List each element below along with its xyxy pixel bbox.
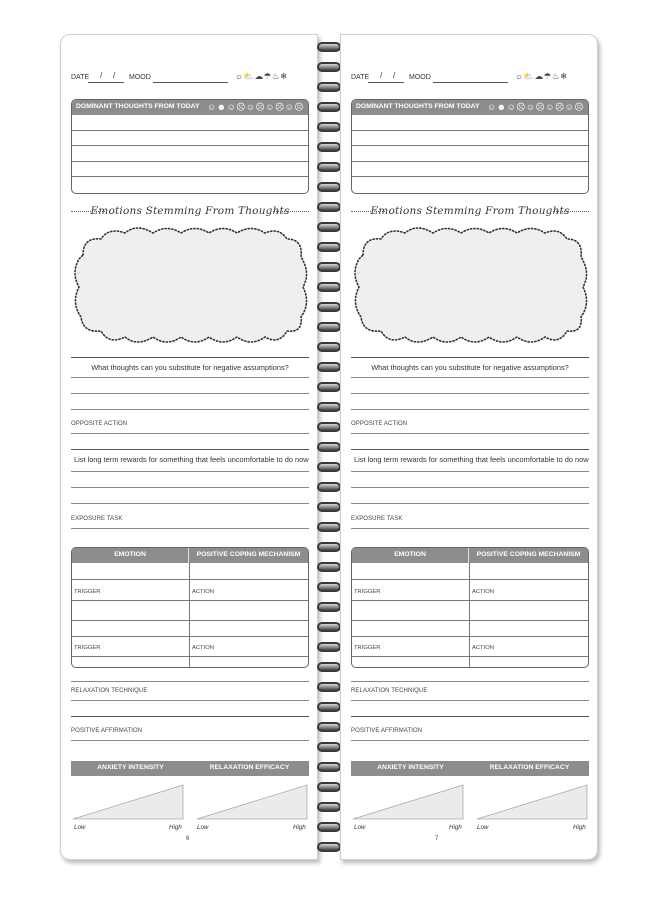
action-label: ACTION xyxy=(192,645,214,651)
spiral-coil xyxy=(317,262,341,272)
rule-line xyxy=(71,716,309,717)
table-row[interactable] xyxy=(352,636,588,637)
writing-line[interactable] xyxy=(351,740,589,741)
trigger-label: TRIGGER xyxy=(354,645,381,651)
table-header xyxy=(352,548,588,563)
scale-header xyxy=(351,761,589,776)
coping-column-header: POSITIVE COPING MECHANISM xyxy=(196,551,301,558)
low-label: Low xyxy=(477,824,489,831)
date-mood-header xyxy=(351,70,589,84)
spiral-coil xyxy=(317,702,341,712)
emotions-title: Emotions Stemming From Thoughts xyxy=(90,205,290,217)
writing-line[interactable] xyxy=(352,177,588,193)
spiral-coil xyxy=(317,602,341,612)
emotion-column-header: EMOTION xyxy=(352,548,469,563)
writing-line[interactable] xyxy=(72,177,308,193)
page-right xyxy=(340,34,598,860)
table-row[interactable] xyxy=(352,579,588,580)
spiral-coil xyxy=(317,82,341,92)
mood-faces-icon[interactable]: ☺☻☺☹☺☹☺☹☺☹ xyxy=(487,102,584,112)
low-label: Low xyxy=(354,824,366,831)
writing-line[interactable] xyxy=(71,487,309,488)
spiral-coil xyxy=(317,622,341,632)
table-row[interactable] xyxy=(72,656,308,657)
table-row[interactable] xyxy=(352,620,588,621)
page-number: 7 xyxy=(435,836,439,842)
spiral-coil xyxy=(317,182,341,192)
spiral-coil xyxy=(317,482,341,492)
trigger-label: TRIGGER xyxy=(354,589,381,595)
spiral-coil xyxy=(317,442,341,452)
date-field[interactable] xyxy=(368,82,404,83)
spiral-coil xyxy=(317,222,341,232)
rule-line xyxy=(351,357,589,358)
positive-affirmation-label: POSITIVE AFFIRMATION xyxy=(351,728,423,734)
action-label: ACTION xyxy=(472,589,494,595)
spiral-coil xyxy=(317,522,341,532)
writing-line[interactable] xyxy=(72,115,308,131)
spiral-coil xyxy=(317,762,341,772)
intensity-scales xyxy=(351,783,589,821)
rule-line xyxy=(71,357,309,358)
high-label: High xyxy=(293,824,306,831)
writing-line[interactable] xyxy=(71,681,309,682)
high-label: High xyxy=(169,824,182,831)
writing-line[interactable] xyxy=(71,409,309,410)
relaxation-efficacy-label: RELAXATION EFFICACY xyxy=(489,764,570,771)
writing-line[interactable] xyxy=(71,433,309,434)
spiral-coil xyxy=(317,142,341,152)
writing-line[interactable] xyxy=(351,393,589,394)
spiral-notebook xyxy=(60,34,598,860)
writing-line[interactable] xyxy=(351,409,589,410)
emotions-cloud[interactable] xyxy=(351,225,589,347)
dominant-thoughts-box xyxy=(351,99,589,194)
anxiety-intensity-scale[interactable] xyxy=(353,785,463,819)
spiral-coil xyxy=(317,682,341,692)
emotion-coping-table xyxy=(71,547,309,668)
writing-line[interactable] xyxy=(352,162,588,178)
intensity-scales xyxy=(71,783,309,821)
table-header xyxy=(72,548,308,563)
date-mood-header xyxy=(71,70,309,84)
writing-line[interactable] xyxy=(351,471,589,472)
relaxation-efficacy-scale[interactable] xyxy=(477,785,587,819)
emotions-heading xyxy=(71,201,309,221)
spiral-coil xyxy=(317,382,341,392)
writing-line[interactable] xyxy=(71,700,309,701)
date-slash: / xyxy=(393,71,396,80)
exposure-task-label: EXPOSURE TASK xyxy=(71,516,123,522)
table-row[interactable] xyxy=(72,579,308,580)
relaxation-efficacy-label: RELAXATION EFFICACY xyxy=(209,764,290,771)
writing-line[interactable] xyxy=(352,131,588,147)
date-label: DATE xyxy=(71,74,90,81)
opposite-action-label: OPPOSITE ACTION xyxy=(351,421,408,427)
table-row[interactable] xyxy=(352,656,588,657)
spiral-coil xyxy=(317,62,341,72)
writing-line[interactable] xyxy=(351,503,589,504)
emotions-heading xyxy=(351,201,589,221)
rule-line xyxy=(351,449,589,450)
spiral-coil xyxy=(317,502,341,512)
spiral-coil xyxy=(317,802,341,812)
spiral-coil xyxy=(317,102,341,112)
trigger-label: TRIGGER xyxy=(74,589,101,595)
coping-column-header: POSITIVE COPING MECHANISM xyxy=(476,551,581,558)
spiral-coil xyxy=(317,542,341,552)
writing-line[interactable] xyxy=(72,131,308,147)
spiral-coil xyxy=(317,282,341,292)
writing-line[interactable] xyxy=(351,377,589,378)
dominant-thoughts-title: DOMINANT THOUGHTS FROM TODAY xyxy=(356,103,480,110)
table-row[interactable] xyxy=(72,636,308,637)
mood-label: MOOD xyxy=(409,74,431,81)
high-label: High xyxy=(573,824,586,831)
table-row[interactable] xyxy=(72,620,308,621)
spiral-coil xyxy=(317,782,341,792)
spiral-coil xyxy=(317,562,341,572)
weather-icons[interactable]: ☼⛅☁☂♨❄ xyxy=(235,71,288,81)
spiral-coil xyxy=(317,322,341,332)
exposure-task-label: EXPOSURE TASK xyxy=(351,516,403,522)
spiral-coil xyxy=(317,402,341,412)
spiral-coil xyxy=(317,342,341,352)
spiral-coil xyxy=(317,162,341,172)
emotion-coping-table xyxy=(351,547,589,668)
page-left xyxy=(60,34,318,860)
action-label: ACTION xyxy=(192,589,214,595)
writing-line[interactable] xyxy=(351,433,589,434)
spiral-coil xyxy=(317,462,341,472)
spiral-coil xyxy=(317,302,341,312)
rule-line xyxy=(351,716,589,717)
dominant-thoughts-header xyxy=(72,100,308,115)
dominant-thoughts-header xyxy=(352,100,588,115)
dotted-rule xyxy=(553,211,589,212)
date-slash: / xyxy=(113,71,116,80)
mood-field[interactable] xyxy=(153,82,228,83)
spiral-coil xyxy=(317,822,341,832)
mood-label: MOOD xyxy=(129,74,151,81)
table-row[interactable] xyxy=(352,600,588,601)
spiral-coil xyxy=(317,242,341,252)
emotions-cloud[interactable] xyxy=(71,225,309,347)
opposite-action-label: OPPOSITE ACTION xyxy=(71,421,128,427)
positive-affirmation-label: POSITIVE AFFIRMATION xyxy=(71,728,143,734)
writing-line[interactable] xyxy=(351,487,589,488)
dominant-thoughts-title: DOMINANT THOUGHTS FROM TODAY xyxy=(76,103,200,110)
action-label: ACTION xyxy=(472,645,494,651)
spiral-coil xyxy=(317,42,341,52)
table-row[interactable] xyxy=(72,600,308,601)
writing-line[interactable] xyxy=(351,528,589,529)
rewards-question: List long term rewards for something that feels uncomfortable to do now xyxy=(354,455,589,464)
low-label: Low xyxy=(197,824,209,831)
emotion-column-header: EMOTION xyxy=(72,548,189,563)
writing-line[interactable] xyxy=(71,740,309,741)
relaxation-technique-label: RELAXATION TECHNIQUE xyxy=(71,688,148,694)
relaxation-technique-label: RELAXATION TECHNIQUE xyxy=(351,688,428,694)
anxiety-intensity-scale[interactable] xyxy=(73,785,183,819)
writing-line[interactable] xyxy=(72,146,308,162)
date-label: DATE xyxy=(351,74,370,81)
weather-icons[interactable]: ☼⛅☁☂♨❄ xyxy=(515,71,568,81)
emotions-title: Emotions Stemming From Thoughts xyxy=(370,205,570,217)
scale-header xyxy=(71,761,309,776)
writing-line[interactable] xyxy=(352,115,588,131)
writing-line[interactable] xyxy=(71,503,309,504)
dotted-rule xyxy=(351,211,387,212)
dominant-thoughts-box xyxy=(71,99,309,194)
rewards-question: List long term rewards for something that feels uncomfortable to do now xyxy=(74,455,309,464)
writing-line[interactable] xyxy=(71,528,309,529)
relaxation-efficacy-scale[interactable] xyxy=(197,785,307,819)
writing-line[interactable] xyxy=(71,377,309,378)
spiral-coil xyxy=(317,742,341,752)
spiral-coil xyxy=(317,842,341,852)
mood-faces-icon[interactable]: ☺☻☺☹☺☹☺☹☺☹ xyxy=(207,102,304,112)
spiral-binding xyxy=(317,34,341,860)
spiral-coil xyxy=(317,202,341,212)
spiral-coil xyxy=(317,582,341,592)
date-slash: / xyxy=(100,71,103,80)
spiral-coil xyxy=(317,362,341,372)
writing-line[interactable] xyxy=(71,471,309,472)
writing-line[interactable] xyxy=(352,146,588,162)
substitute-question: What thoughts can you substitute for negative assumptions? xyxy=(371,363,569,372)
anxiety-intensity-label: ANXIETY INTENSITY xyxy=(377,764,444,771)
date-slash: / xyxy=(380,71,383,80)
writing-line[interactable] xyxy=(351,681,589,682)
writing-line[interactable] xyxy=(71,393,309,394)
high-label: High xyxy=(449,824,462,831)
spiral-coil xyxy=(317,642,341,652)
page-number: 6 xyxy=(186,836,190,842)
writing-line[interactable] xyxy=(351,700,589,701)
anxiety-intensity-label: ANXIETY INTENSITY xyxy=(97,764,164,771)
writing-line[interactable] xyxy=(72,162,308,178)
spiral-coil xyxy=(317,722,341,732)
spiral-coil xyxy=(317,422,341,432)
dotted-rule xyxy=(71,211,107,212)
date-field[interactable] xyxy=(88,82,124,83)
dotted-rule xyxy=(273,211,309,212)
substitute-question: What thoughts can you substitute for negative assumptions? xyxy=(91,363,289,372)
mood-field[interactable] xyxy=(433,82,508,83)
low-label: Low xyxy=(74,824,86,831)
rule-line xyxy=(71,449,309,450)
spiral-coil xyxy=(317,122,341,132)
trigger-label: TRIGGER xyxy=(74,645,101,651)
spiral-coil xyxy=(317,662,341,672)
